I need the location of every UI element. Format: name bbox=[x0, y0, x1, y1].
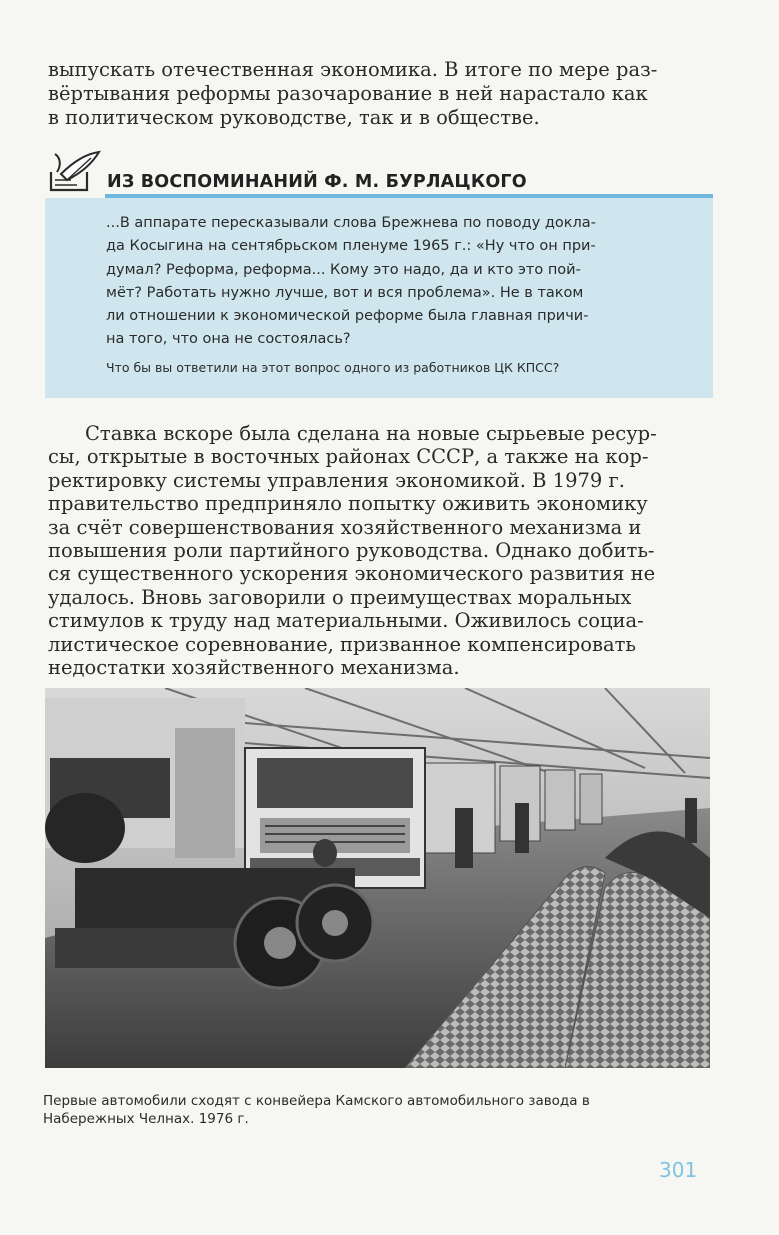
top-paragraph bbox=[48, 58, 712, 130]
memoir-box-title: ИЗ ВОСПОМИНАНИЙ Ф. М. БУРЛАЦКОГО bbox=[107, 172, 527, 192]
memoir-quote-box bbox=[45, 198, 713, 398]
page-number: 301 bbox=[659, 1158, 698, 1182]
text-line: правительство предприняло попытку оживить экономику bbox=[48, 492, 648, 516]
quote-line: да Косыгина на сентябрьском пленуме 1965 г.: «Ну что он при- bbox=[106, 238, 596, 255]
quote-line: на того, что она не состоялась? bbox=[106, 331, 351, 348]
quote-line: думал? Реформа, реформа... Кому это надо, да и кто это пой- bbox=[106, 261, 581, 278]
memoir-question: Что бы вы ответили на этот вопрос одного из работников ЦК КПСС? bbox=[106, 360, 560, 375]
factory-assembly-line-photo bbox=[45, 688, 710, 1068]
text-line: ректировку системы управления экономикой. В 1979 г. bbox=[48, 468, 625, 492]
text-line: Ставка вскоре была сделана на новые сырьевые ресур- bbox=[85, 422, 657, 445]
text-line: повышения роли партийного руководства. Однако добить- bbox=[48, 539, 655, 563]
quote-line: мёт? Работать нужно лучше, вот и вся проблема». Не в таком bbox=[106, 284, 584, 301]
photo-illustration bbox=[45, 688, 710, 1068]
text-line: сы, открытые в восточных районах СССР, а также на кор- bbox=[48, 445, 649, 469]
memoir-box-header bbox=[45, 150, 713, 198]
text-line: вёртывания реформы разочарование в ней нарастало как bbox=[48, 82, 648, 105]
memoir-quote bbox=[106, 212, 698, 352]
caption-line: Первые автомобили сходят с конвейера Камского автомобильного завода в bbox=[43, 1093, 590, 1109]
text-line: ся существенного ускорения экономического развития не bbox=[48, 562, 656, 586]
text-line: за счёт совершенствования хозяйственного механизма и bbox=[48, 515, 642, 539]
quote-line: ...В аппарате пересказывали слова Брежнева по поводу докла- bbox=[106, 215, 596, 231]
main-paragraph bbox=[48, 422, 712, 679]
quill-pen-icon bbox=[47, 150, 103, 194]
text-line: удалось. Вновь заговорили о преимуществах моральных bbox=[48, 585, 632, 609]
text-line: стимулов к труду над материальными. Оживилось социа- bbox=[48, 609, 644, 633]
quote-line: ли отношении к экономической реформе была главная причи- bbox=[106, 308, 589, 325]
text-line: выпускать отечественная экономика. В итоге по мере раз- bbox=[48, 58, 658, 81]
text-line: в политическом руководстве, так и в обществе. bbox=[48, 106, 540, 129]
text-line: недостатки хозяйственного механизма. bbox=[48, 656, 460, 680]
text-line: листическое соревнование, призванное компенсировать bbox=[48, 632, 637, 656]
photo-caption bbox=[43, 1093, 590, 1128]
caption-line: Набережных Челнах. 1976 г. bbox=[43, 1110, 249, 1127]
